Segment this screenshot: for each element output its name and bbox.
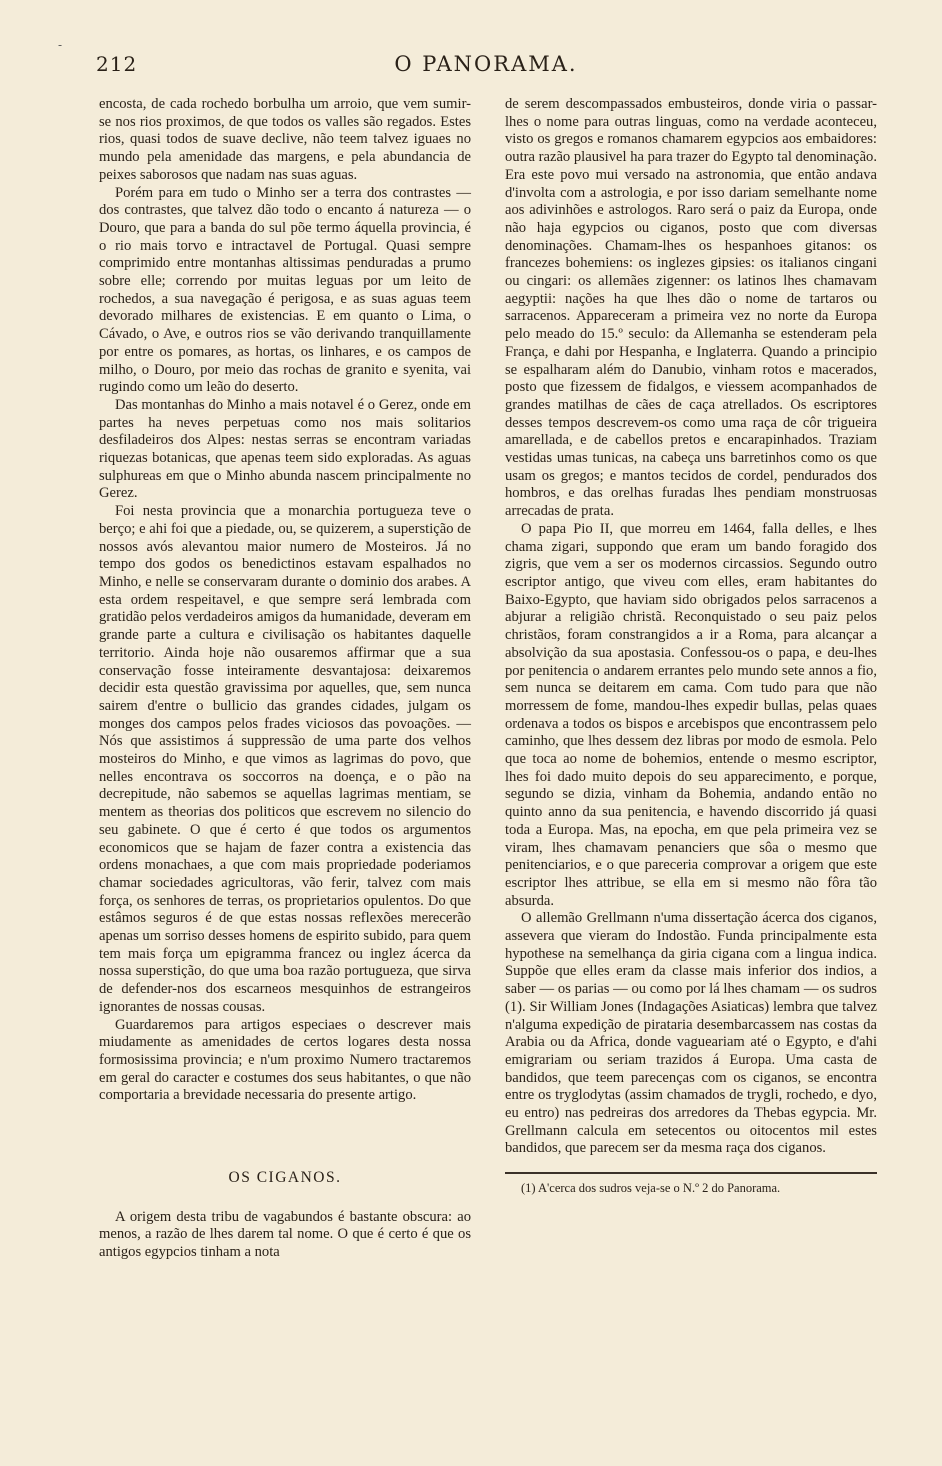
paragraph: O papa Pio II, que morreu em 1464, falla delles, e lhes chama zigari, suppondo que eram um bando foragido dos zigris, que vem a ser os modernos circassios. Segundo outro escriptor antigo, que viveu com elles, eram habitantes do Baixo-Egypto, que haviam sido obrigados pelos sarracenos a abjurar a religião christã. Reconquistado o seu paiz pelos christãos, foram constrangidos a ir a Roma, para alcançar a absolvição da sua apostasia. Confessou-os o papa, e deu-lhes por penitencia o andarem errantes pelo mundo sete annos a fio, sem nunca se deitarem em cama. Com tudo para que não morressem de fome, mandou-lhes expedir bullas, pelas quaes ordenava a todos os bispos e arcebispos que encontrassem pelo caminho, que lhes dessem dez libras por modo de esmola. Pelo que toca ao nome de bohemios, entende o mesmo escriptor, lhes foi dado muito depois do seu apparecimento, e porque, segundo se dizia, vinham da Bohemia, andando então no quinto anno da sua penitencia, e havendo discorrido já quasi toda a Europa. Mas, na epocha, em que pela primeira vez se viram, lhes chamavam penanciers que sôa o mesmo que penitenciarios, e o que pareceria comprovar a origem que este escriptor lhes attribue, se ella em si mesmo não fôra tão absurda.	[505, 520, 877, 909]
footnote: (1) A'cerca dos sudros veja-se o N.º 2 do Panorama.	[521, 1181, 781, 1196]
paragraph: O allemão Grellmann n'uma dissertação ácerca dos ciganos, assevera que vieram do Indostão. Funda principalmente esta hypothese na semelhança da giria cigana com a lingua indica. Suppõe que elles eram da classe mais inferior dos indios, a saber — os parias — ou como por lá lhes chamam — os sudros (1). Sir William Jones (Indagações Asiaticas) lembra que talvez n'alguma expedição de pirataria desembarcassem nas costas da Arabia ou da Africa, donde vagueariam até o Egypto, e d'ahi emigrariam ou seriam trazidos á Europa. Uma casta de bandidos, que teem parecenças com os ciganos, se encontra entre os tryglodytas (assim chamados de trygli, rochedo, e dyo, eu entro) nas pedreiras dos arredores da Thebas egypcia. Mr. Grellmann calcula em setecentos ou oitocentos mil estes bandidos, que parecem ser da mesma raça dos ciganos.	[505, 910, 877, 1157]
paragraph: encosta, de cada rochedo borbulha um arroio, que vem sumir-se nos rios proximos, de que todos os valles são regados. Estes rios, quasi todos de suave declive, não teem talvez iguaes no mundo pela amenidade das margens, e pela abundancia de peixes saborosos que nadam nas suas aguas.	[99, 96, 471, 183]
paragraph: de serem descompassados embusteiros, donde viria o passar-lhes o nome para outras linguas, como na verdade aconteceu, visto os gregos e romanos chamarem egypcios aos embaidores: outra razão plausivel ha para trazer do Egypto tal denominação. Era este povo mui versado na astronomia, que então andava d'involta com a astrologia, e por isso dariam semelhante nome aos adivinhões e astrologos. Raro será o paiz da Europa, onde não haja egypcios ou ciganos, posto que com diversas denominações. Chamam-lhes os hespanhoes gitanos: os francezes bohemiens: os inglezes gipsies: os italianos cingani ou cingari: os allemães zigenner: os latinos lhes chamavam aegyptii: nações ha que lhes dão o nome de tartaros ou sarracenos. Appareceram a primeira vez no norte da Europa pelo meado do 15.º seculo: da Allemanha se estenderam pela França, e dahi por Hespanha, e Inglaterra. Quando a principio se espalharam além do Danubio, vinham rotos e macerados, posto que fizessem de fidalgos, e viessem acompanhados de grandes matilhas de cães de caça atrellados. Os escriptores desses tempos descrevem-os como uma raça de côr trigueira amarellada, e de cabellos pretos e encarapinhados. Traziam vestidas umas tunicas, na cabeça uns barretinhos como os que usam os gregos; e mantos tecidos de cordel, pendurados dos hombros, e das orelhas furadas lhes pendiam monstruosas arrecadas de prata.	[505, 96, 877, 520]
right-column	[505, 96, 877, 1196]
paragraph: Das montanhas do Minho a mais notavel é o Gerez, onde em partes ha neves perpetuas como nos mais solitarios desfiladeiros dos Alpes: nestas serras se encontram variadas riquezas botanicas, que apenas teem sido exploradas. As aguas sulphureas em que o Minho abunda nascem principalmente no Gerez.	[99, 396, 471, 502]
margin-mark: -	[58, 38, 63, 52]
page-number: 212	[96, 52, 138, 76]
section-opening-paragraph: A origem desta tribu de vagabundos é bastante obscura: ao menos, a razão de lhes darem tal nome. O que é certo é que os antigos egypcios tinham a nota	[99, 1208, 471, 1261]
paragraph: Porém para em tudo o Minho ser a terra dos contrastes — dos contrastes, que talvez dão todo o encanto á natureza — o Douro, que para a banda do sul põe termo áquella provincia, é o rio mais torvo e intractavel de Portugal. Quasi sempre comprimido entre montanhas altissimas penduradas a prumo sobre elle; correndo por muitas leguas por um leito de rochedos, a sua navegação é perigosa, e as suas aguas teem devorado milhares de existencias. E em quanto o Lima, o Cávado, o Ave, e outros rios se vão derivando tranquillamente por entre os pomares, as hortas, os linhares, e os campos de milho, o Douro, por meio das rochas de granito e syenita, vai rugindo como um leão do deserto.	[99, 184, 471, 396]
paragraph: Guardaremos para artigos especiaes o descrever mais miudamente as amenidades de certos logares desta nossa formosissima provincia; e n'um proximo Numero tractaremos em geral do caracter e costumes dos seus habitantes, o que não comportaria a brevidade necessaria do presente artigo.	[99, 1016, 471, 1104]
paragraph: Foi nesta provincia que a monarchia portugueza teve o berço; e ahi foi que a piedade, ou, se quizerem, a superstição de nossos avós alevantou maior numero de Mosteiros. Já no tempo dos godos os benedictinos estavam espalhados no Minho, e nelle se conservaram durante o dominio dos arabes. A esta ordem respeitavel, e que sempre será lembrada com gratidão pelos verdadeiros amigos da humanidade, deveram em grande parte a cultura e civilisação os habitantes daquelle territorio. Ainda hoje não ousaremos affirmar que a sua conservação fosse inteiramente desvantajosa: deixaremos decidir esta questão gravissima por aquelles, que, sem nunca sairem d'entre o bullicio das grandes cidades, julgam os monges dos campos pelos frades viciosos das povoações. — Nós que assistimos á suppressão de uma parte dos velhos mosteiros do Minho, e que vimos as lagrimas do povo, que nelles encontrava os soccorros na doença, e o pão na decrepitude, não sabemos se aquellas lagrimas mentiam, se mentem as theorias dos politicos que escrevem no silencio do seu gabinete. O que é certo é que todos os argumentos economicos que se hajam de fazer contra a existencia das ordens monachaes, a que com mais propriedade poderiamos chamar sociedades agricultoras, vão ferir, talvez com mais força, os senhores de terras, os proprietarios opulentos. Do que estâmos seguros é de que estas nossas reflexões merecerão apenas um sorriso desses homens de espirito subido, para quem tem mais força um epigramma francez ou inglez ácerca da nossa superstição, do que uma boa razão portugueza, que sirva de defender-nos dos escarneos mesquinhos de estrangeiros ignorantes de nossas cousas.	[99, 503, 471, 1015]
page-header	[96, 52, 876, 82]
left-column	[99, 96, 471, 1262]
journal-title: O PANORAMA.	[394, 52, 578, 76]
footnote-divider	[505, 1172, 877, 1174]
section-title: OS CIGANOS.	[228, 1169, 342, 1187]
